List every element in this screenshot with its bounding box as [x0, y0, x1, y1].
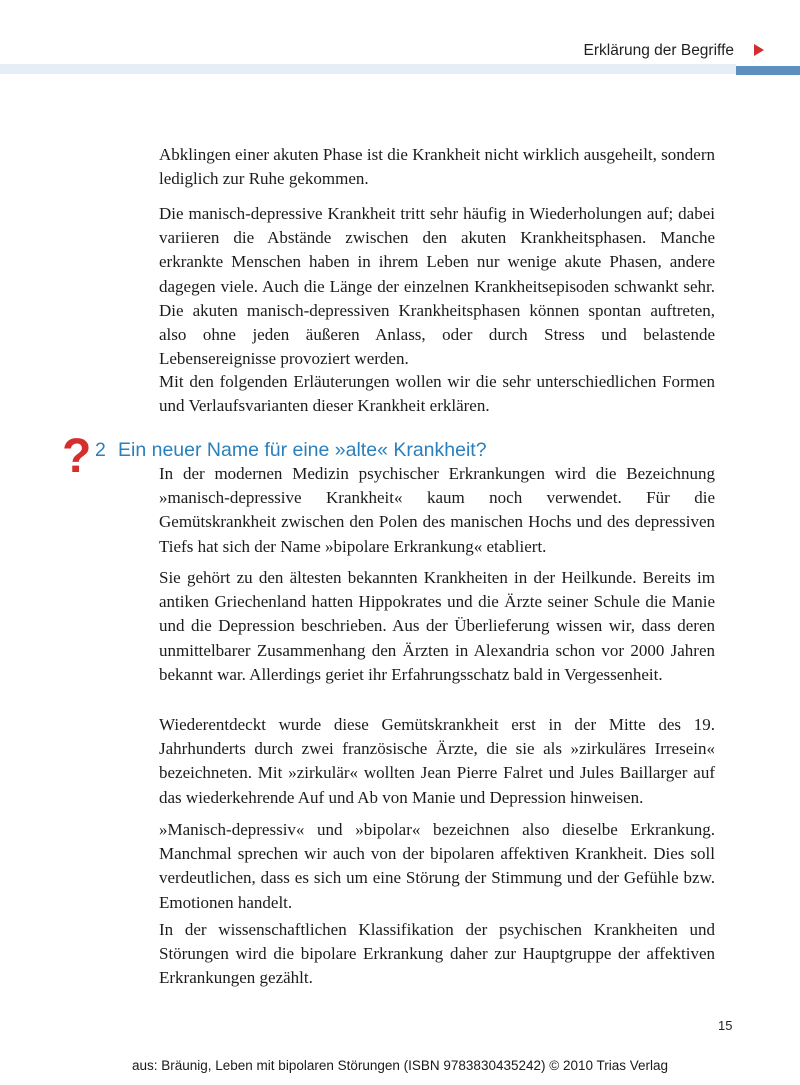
body-paragraph: In der wissenschaftlichen Klassifikation der psychischen Krankheiten und Störungen wird die bipolare Erkrankung daher zur Hauptgruppe der affektiven Erkrankungen gezählt.: [159, 920, 715, 988]
running-head: Erklärung der Begriffe: [583, 42, 734, 59]
body-paragraph: Abklingen einer akuten Phase ist die Krankheit nicht wirklich ausgeheilt, sondern lediglich zur Ruhe gekommen.: [159, 145, 715, 189]
question-mark-icon: ?: [62, 430, 92, 483]
body-paragraph: Sie gehört zu den ältesten bekannten Krankheiten in der Heilkunde. Bereits im antiken Griechenland hatten Hippokrates und die Ärzte seiner Schule die Manie und die Depression beschrieben. Aus der Überlieferung wissen wir, dass deren unmittelbarer Zusammenhang den Ärzten in Alexandria schon vor 2000 Jahren bekannt war. Allerdings geriet ihr Erfahrungsschatz bald in Vergessenheit.: [159, 568, 715, 684]
body-paragraph: Die manisch-depressive Krankheit tritt sehr häufig in Wiederholungen auf; dabei variieren die Abstände zwischen den akuten Krankheitsphasen. Manche erkrankte Menschen haben in ihrem Leben nur wenige akute Phasen, andere dagegen viele. Auch die Länge der einzelnen Krankheitsepisoden schwankt sehr. Die akuten manisch-depressiven Krankheitsphasen können spontan auftreten, also ohne jeden äußeren Anlass, oder durch Stress und belastende Lebensereignisse provoziert werden.: [159, 204, 715, 369]
body-paragraph: In der modernen Medizin psychischer Erkrankungen wird die Bezeichnung »manisch-depressive Krankheit« kaum noch verwendet. Für die Gemütskrankheit zwischen den Polen des manischen Hochs und des depressiven Tiefs hat sich der Name »bipolare Erkrankung« etabliert.: [159, 464, 715, 556]
arrow-right-icon: [754, 44, 764, 56]
section-number: 2: [95, 439, 106, 461]
body-paragraph: Wiederentdeckt wurde diese Gemütskrankheit erst in der Mitte des 19. Jahrhunderts durch zwei französische Ärzte, die sie als »zirkuläres Irresein« bezeichneten. Mit »zirkulär« wollten Jean Pierre Falret und Jules Baillarger auf das wiederkehrende Auf und Ab von Manie und Depression hinweisen.: [159, 715, 715, 807]
section-title: Ein neuer Name für eine »alte« Krankheit?: [118, 439, 487, 461]
body-paragraph: »Manisch-depressiv« und »bipolar« bezeichnen also dieselbe Erkrankung. Manchmal sprechen wir auch von der bipolaren affektiven Krankheit. Dies soll verdeutlichen, dass es sich um eine Störung der Stimmung und der Gefühle bzw. Emotionen handelt.: [159, 820, 715, 912]
body-paragraph: Mit den folgenden Erläuterungen wollen wir die sehr unterschiedlichen Formen und Verlaufsvarianten dieser Krankheit erklären.: [159, 372, 715, 416]
header-band: [0, 64, 736, 74]
page-header: [0, 0, 800, 80]
page-number: 15: [718, 1018, 733, 1033]
footer-credit: aus: Bräunig, Leben mit bipolaren Störungen (ISBN 9783830435242) © 2010 Trias Verlag: [131, 1058, 669, 1073]
header-tab: [736, 66, 800, 75]
